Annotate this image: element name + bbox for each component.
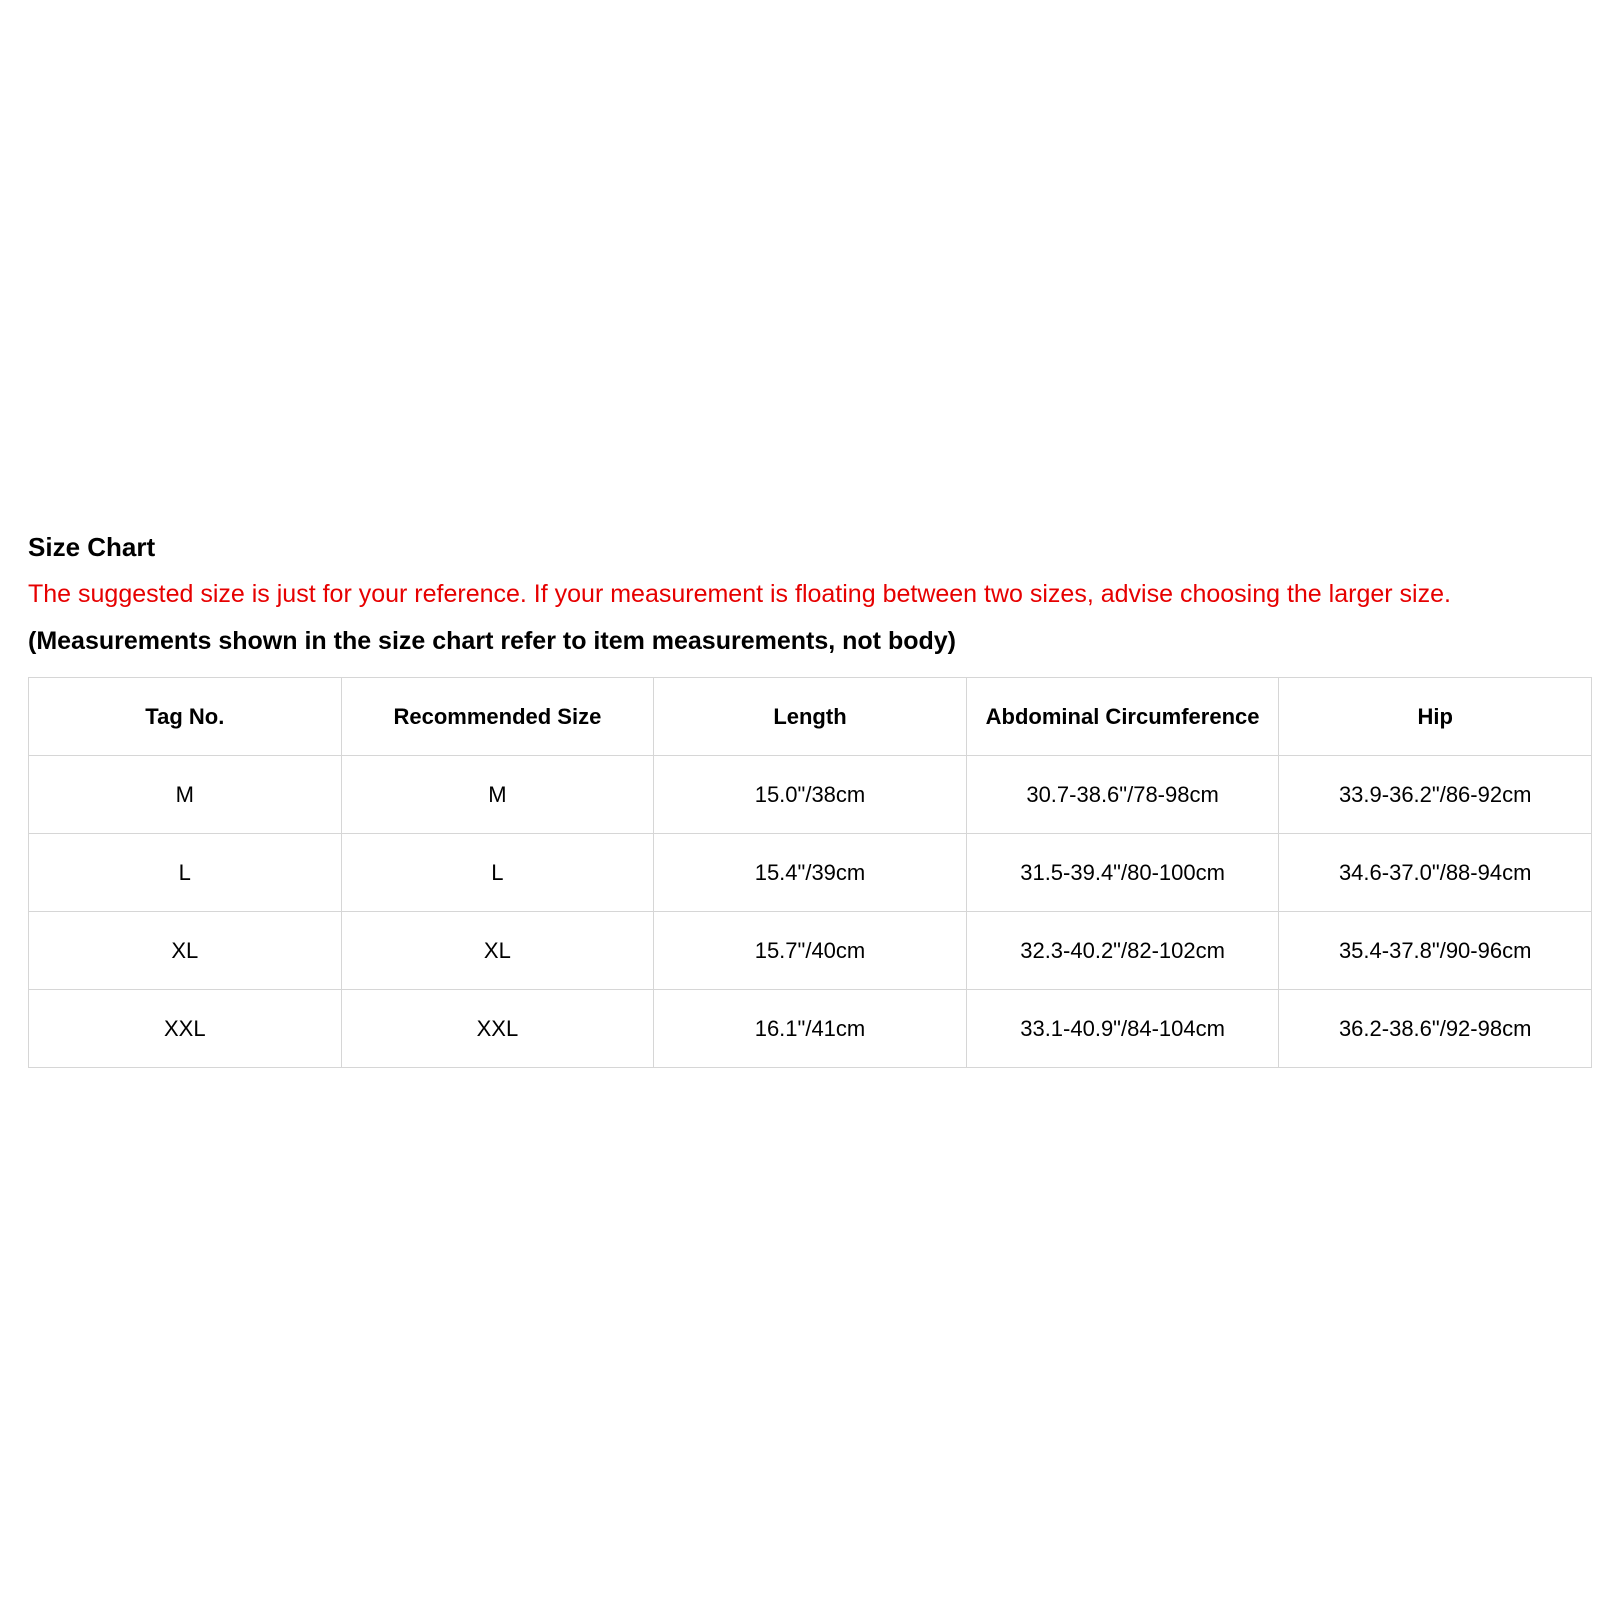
cell-length: 15.4"/39cm <box>654 834 967 912</box>
cell-tag-no: L <box>29 834 342 912</box>
cell-length: 15.7"/40cm <box>654 912 967 990</box>
size-notice: The suggested size is just for your reference. If your measurement is floating between two sizes, advise choosing the larger size. <box>28 580 1451 608</box>
header-abdominal-circumference: Abdominal Circumference <box>966 678 1279 756</box>
cell-tag-no: XL <box>29 912 342 990</box>
header-tag-no: Tag No. <box>29 678 342 756</box>
header-length: Length <box>654 678 967 756</box>
cell-abdominal-circumference: 32.3-40.2"/82-102cm <box>966 912 1279 990</box>
cell-recommended-size: XXL <box>341 990 654 1068</box>
table-row <box>29 912 1592 990</box>
chart-title: Size Chart <box>28 532 156 562</box>
cell-tag-no: XXL <box>29 990 342 1068</box>
header-hip: Hip <box>1279 678 1592 756</box>
cell-hip: 33.9-36.2"/86-92cm <box>1279 756 1592 834</box>
size-chart-header <box>28 532 1592 656</box>
table-row <box>29 756 1592 834</box>
cell-length: 15.0"/38cm <box>654 756 967 834</box>
cell-hip: 35.4-37.8"/90-96cm <box>1279 912 1592 990</box>
cell-recommended-size: XL <box>341 912 654 990</box>
cell-hip: 34.6-37.0"/88-94cm <box>1279 834 1592 912</box>
cell-abdominal-circumference: 33.1-40.9"/84-104cm <box>966 990 1279 1068</box>
size-table <box>28 677 1592 1068</box>
cell-recommended-size: M <box>341 756 654 834</box>
cell-tag-no: M <box>29 756 342 834</box>
header-recommended-size: Recommended Size <box>341 678 654 756</box>
table-row <box>29 990 1592 1068</box>
table-row <box>29 834 1592 912</box>
measurement-disclaimer: (Measurements shown in the size chart refer to item measurements, not body) <box>28 627 956 655</box>
cell-recommended-size: L <box>341 834 654 912</box>
cell-hip: 36.2-38.6"/92-98cm <box>1279 990 1592 1068</box>
cell-abdominal-circumference: 30.7-38.6"/78-98cm <box>966 756 1279 834</box>
cell-length: 16.1"/41cm <box>654 990 967 1068</box>
table-header-row <box>29 678 1592 756</box>
cell-abdominal-circumference: 31.5-39.4"/80-100cm <box>966 834 1279 912</box>
